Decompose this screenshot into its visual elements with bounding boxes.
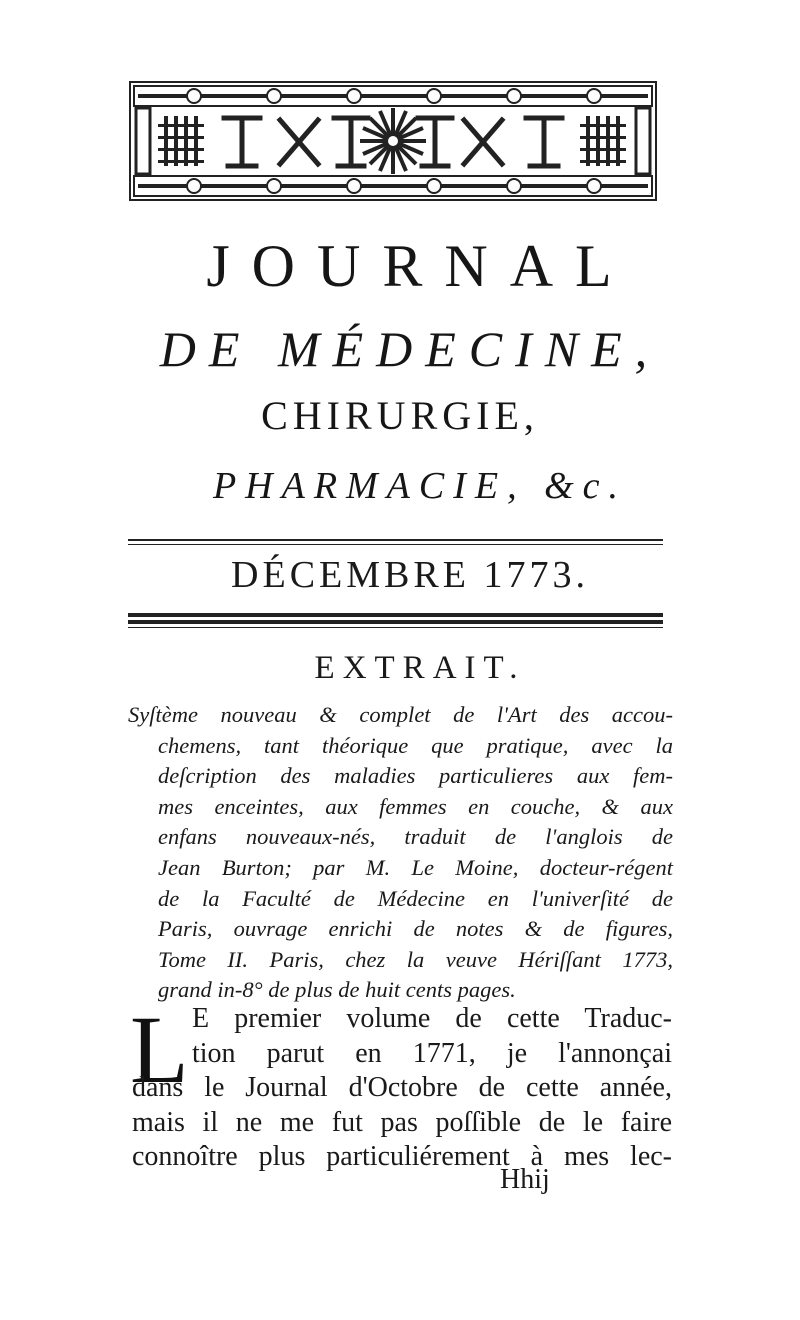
rule-divider-bottom-thin: [128, 627, 663, 628]
drop-cap: L: [130, 996, 189, 1103]
summary-line: Jean Burton; par M. Le Moine, docteur-régent: [158, 854, 673, 880]
ornament-band: [128, 80, 658, 202]
signature-mark: Hhij: [500, 1164, 550, 1195]
body-line: tion parut en 1771, je l'annonçai: [192, 1037, 672, 1069]
issue-date: DÉCEMBRE 1773.: [231, 554, 589, 596]
summary-line: mes enceintes, aux femmes en couche, & aux: [158, 793, 673, 819]
rule-divider-top-thin: [128, 544, 663, 545]
rule-divider-bottom: [128, 613, 663, 617]
summary-line: deſcription des maladies particulieres aux fem-: [158, 763, 673, 789]
book-summary: [128, 700, 673, 1006]
summary-line: Paris, ouvrage enrichi de notes & de figures,: [158, 916, 673, 942]
body-line: connoître plus particuliérement à mes lec-: [132, 1141, 672, 1172]
body-line: mais il ne me fut pas poſſible de le faire: [132, 1106, 672, 1138]
body-line: E premier volume de cette Traduc-: [192, 1003, 672, 1034]
journal-subtitle-medecine: DE MÉDECINE,: [159, 321, 661, 377]
journal-subtitle-chirurgie: CHIRURGIE,: [261, 393, 539, 438]
rule-divider-bottom-2: [128, 620, 663, 624]
journal-title: JOURNAL: [206, 233, 634, 299]
body-line: dans le Journal d'Octobre de cette année,: [132, 1072, 672, 1103]
section-heading: EXTRAIT.: [314, 650, 526, 686]
summary-line: enfans nouveaux-nés, traduit de l'anglois de: [158, 824, 673, 850]
body-paragraph: [130, 996, 672, 1175]
summary-line: Syſtème nouveau & complet de l'Art des accou-: [128, 702, 673, 727]
journal-subtitle-pharmacie: PHARMACIE, &c.: [212, 465, 628, 507]
summary-line: grand in-8° de plus de huit cents pages.: [158, 977, 516, 1003]
summary-line: de la Faculté de Médecine en l'univerſité de: [158, 885, 673, 911]
summary-line: Tome II. Paris, chez la veuve Hériſſant 1773,: [158, 946, 673, 972]
summary-line: chemens, tant théorique que pratique, avec la: [158, 732, 673, 758]
rule-divider-top: [128, 539, 663, 541]
